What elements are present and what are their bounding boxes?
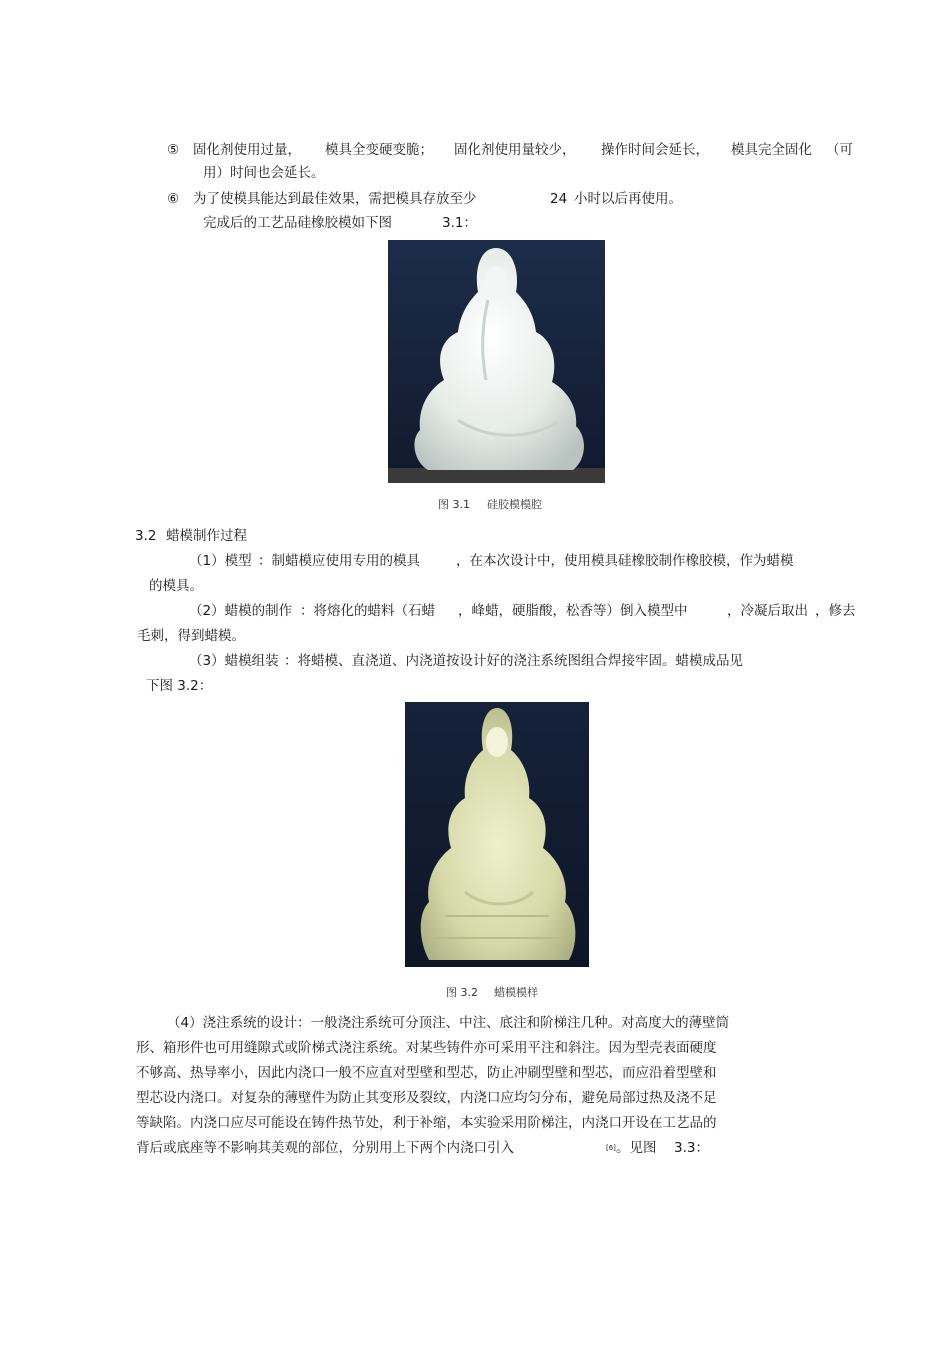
figure-reference: 3.3： [674, 1140, 709, 1156]
item-5-text: 操作时间会延长， [601, 142, 709, 158]
figure-2-number: 图 3.2 [446, 986, 478, 999]
paragraph-1-text: ，在本次设计中，使用模具硅橡胶制作橡胶模，作为蜡模 [456, 553, 794, 569]
paragraph-4-text: 型芯设内浇口。对复杂的薄壁件为防止其变形及裂纹，内浇口应均匀分布，避免局部过热及浇不足 [136, 1090, 717, 1106]
item-6-hours: 24 [550, 191, 568, 207]
paragraph-4-text: 不够高、热导率小，因此内浇口一般不应直对型壁和型芯，防止冲刷型壁和型芯，而应沿着型壁和 [136, 1065, 717, 1081]
paragraph-4-text: 。见图 [616, 1140, 657, 1156]
item-6-number: ⑥ [167, 191, 180, 207]
paragraph-2-text: ，修去 [815, 603, 856, 619]
item-5-text: 固化剂使用过量， [193, 142, 301, 158]
item-6-text: 为了使模具能达到最佳效果，需把模具存放至少 [193, 191, 477, 207]
paragraph-4-text: 背后或底座等不影响其美观的部位，分别用上下两个内浇口引入 [136, 1140, 514, 1156]
paragraph-4-text: 等缺陷。内浇口应尽可能设在铸件热节处，利于补缩，本实验采用阶梯注，内浇口开设在工艺品的 [136, 1115, 717, 1131]
paragraph-4-text: 形、箱形件也可用缝隙式或阶梯式浇注系统。对某些铸件亦可采用平注和斜注。因为型壳表面硬度 [136, 1040, 717, 1056]
figure-intro: 完成后的工艺品硅橡胶模如下图 [203, 215, 392, 231]
figure-2-title: 蜡模模样 [494, 986, 538, 999]
figure-1-number: 图 3.1 [438, 498, 470, 511]
item-5-number: ⑤ [167, 142, 180, 158]
section-title: 蜡模制作过程 [166, 528, 247, 544]
citation-reference: [6] [606, 1144, 616, 1152]
paragraph-3-text: ：将蜡模、直浇道、内浇道按设计好的浇注系统图组合焊接牢固。蜡模成品见 [284, 653, 743, 669]
paragraph-2-text: ，冷凝后取出 [727, 603, 808, 619]
item-5-text: 模具完全固化 [731, 142, 812, 158]
paragraph-2-label: （2）蜡模的制作 [189, 603, 293, 619]
item-5-text: 固化剂使用量较少， [454, 142, 576, 158]
paragraph-1-text: 的模具。 [149, 578, 203, 594]
item-5-text: （可 [826, 142, 853, 158]
paragraph-2-text: ：将熔化的蜡料（石蜡 [300, 603, 435, 619]
paragraph-3-text: 下图 3.2： [146, 678, 213, 694]
paragraph-1-text: ：制蜡模应使用专用的模具 [258, 553, 420, 569]
item-5-text: 模具全变硬变脆； [325, 142, 433, 158]
silicone-mold-photo [388, 240, 605, 483]
paragraph-2-text: 毛刺，得到蜡模。 [137, 628, 245, 644]
item-5-continuation: 用）时间也会延长。 [203, 165, 325, 181]
paragraph-4-text: （4）浇注系统的设计：一般浇注系统可分顶注、中注、底注和阶梯注几种。对高度大的薄壁筒 [167, 1015, 730, 1031]
paragraph-2-text: ，峰蜡，硬脂酸，松香等）倒入模型中 [458, 603, 688, 619]
wax-model-photo [405, 702, 589, 967]
paragraph-3-label: （3）蜡模组装 [189, 653, 279, 669]
item-6-text: 小时以后再使用。 [574, 191, 682, 207]
figure-reference: 3.1： [442, 215, 477, 231]
paragraph-1-label: （1）模型 [189, 553, 252, 569]
section-number: 3.2 [135, 528, 157, 544]
figure-1-title: 硅胶模模腔 [487, 498, 542, 511]
